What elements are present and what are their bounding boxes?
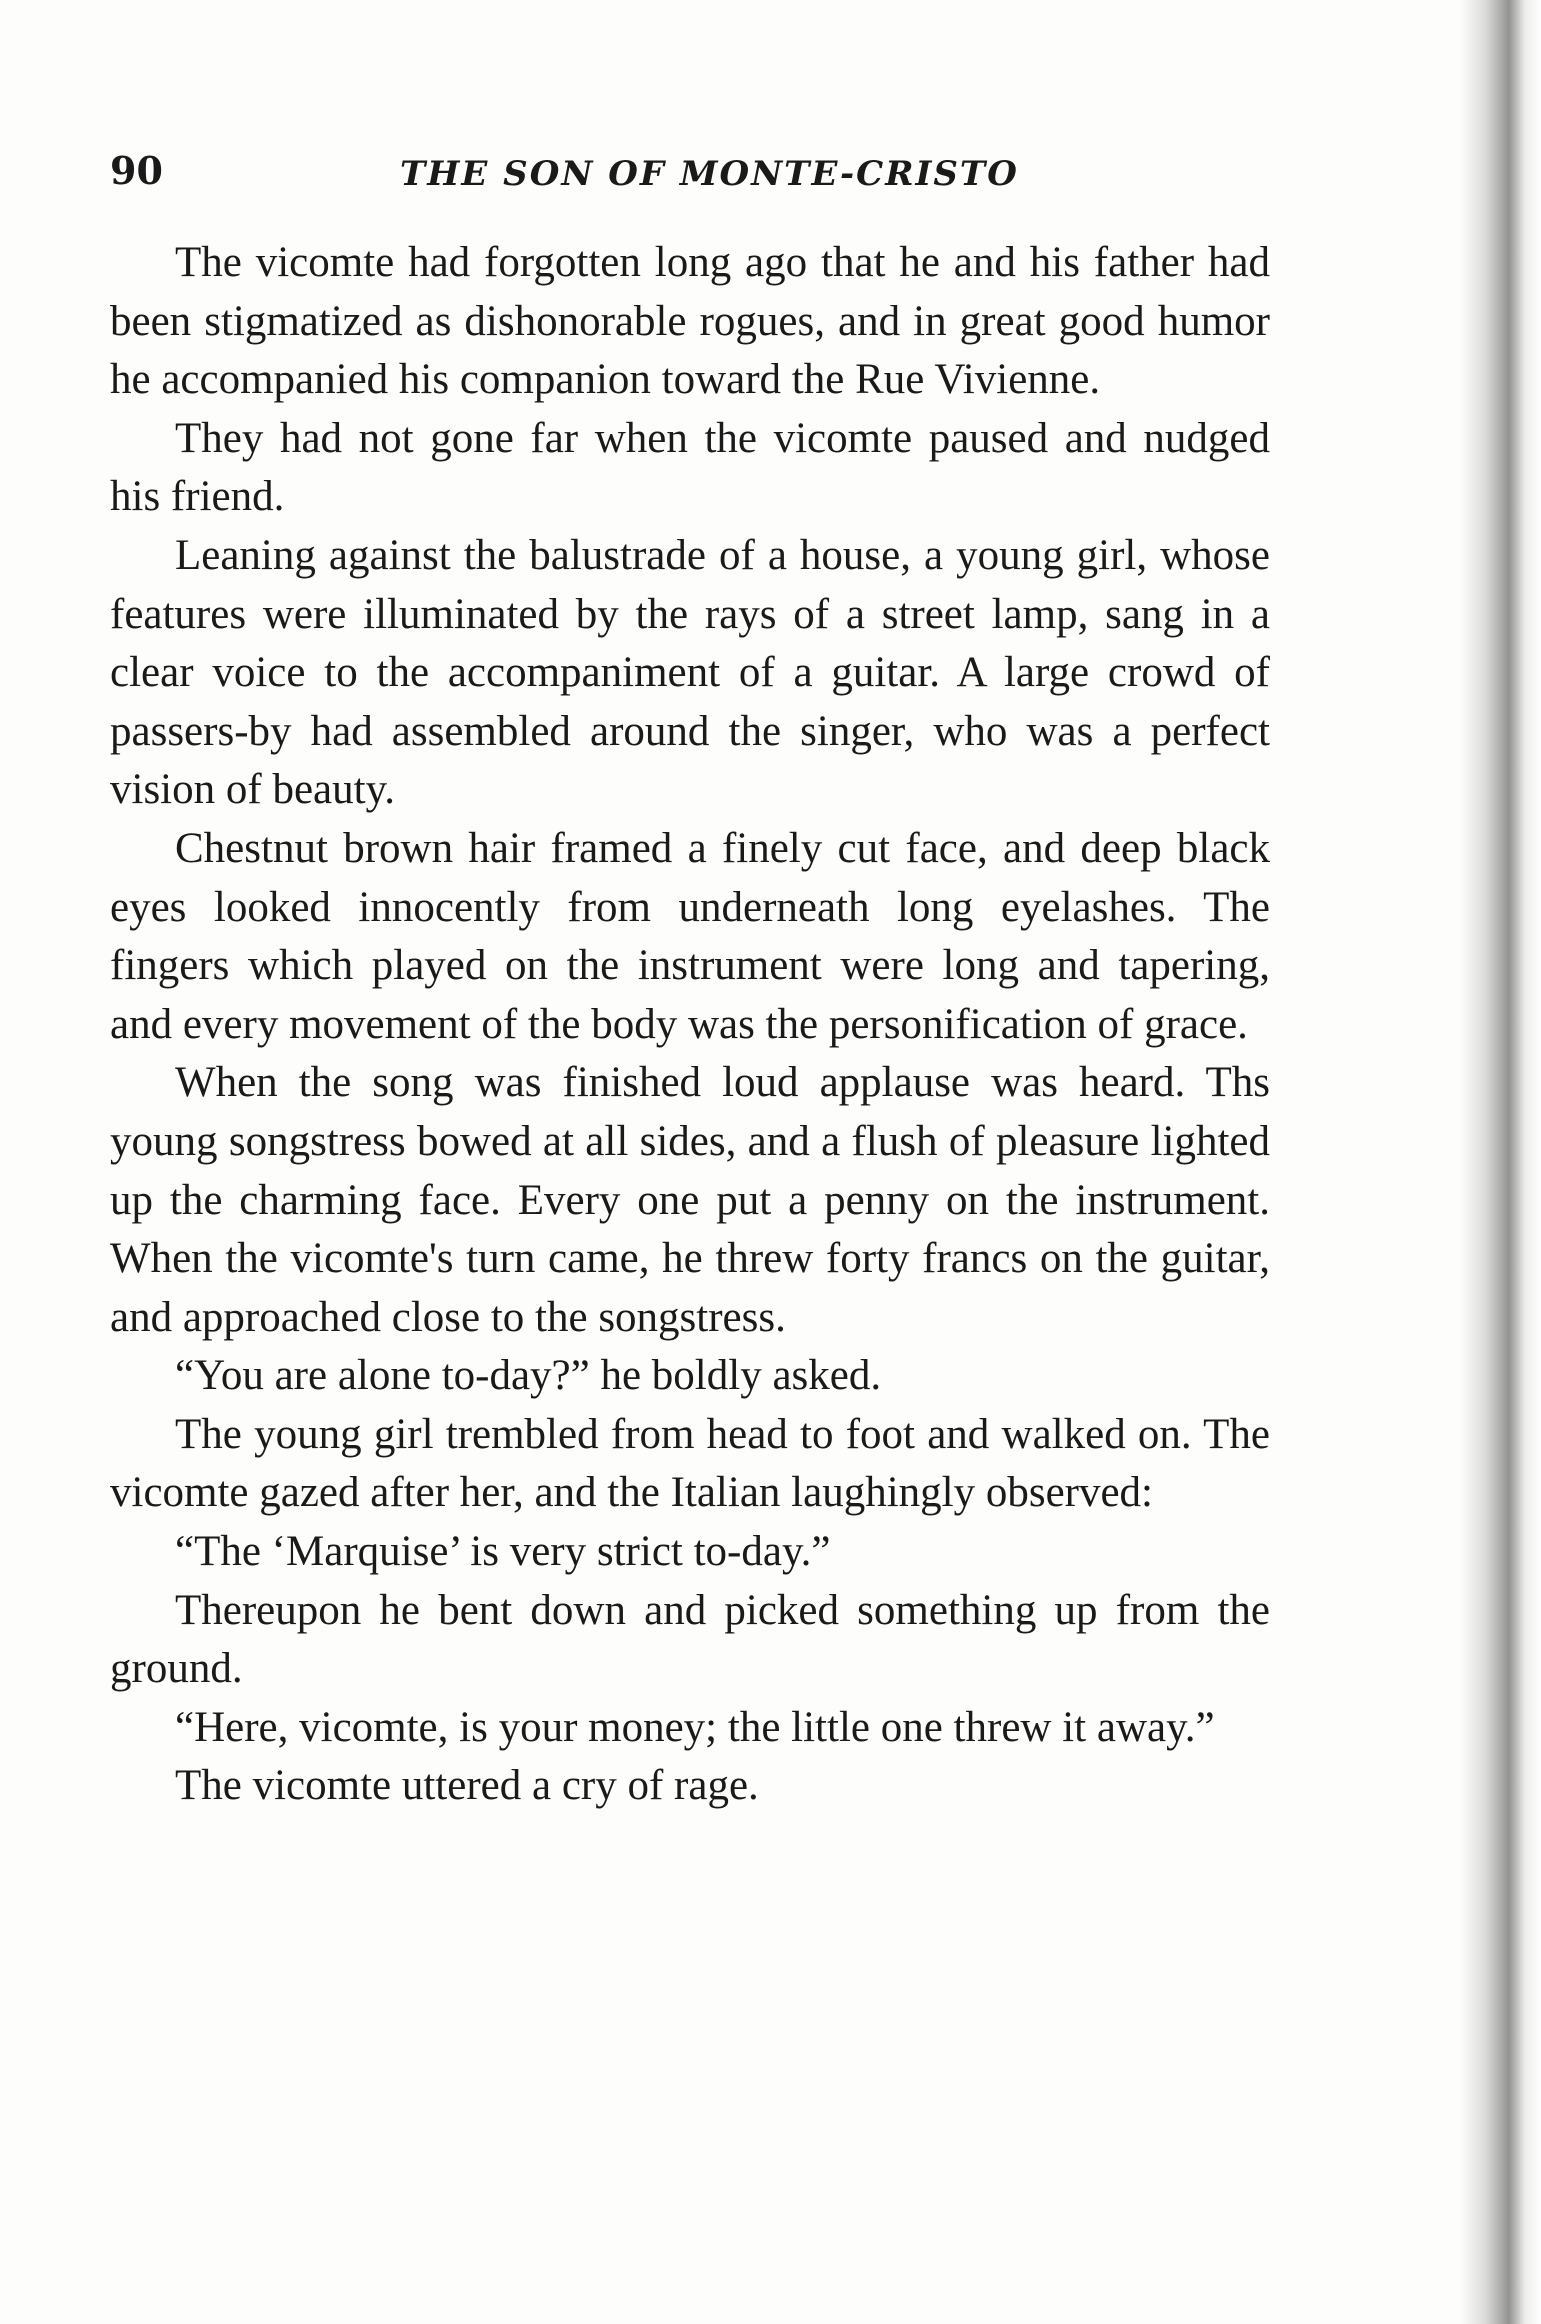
- body-text: [110, 234, 1270, 1816]
- paragraph: Chestnut brown hair framed a finely cut face, and deep black eyes looked innocently from underneath long eyelashes. The fingers which played on the instrument were long and tapering, and every movement of the body was the personification of grace.: [110, 824, 1270, 1048]
- paragraph: Thereupon he bent down and picked something up from the ground.: [110, 1586, 1270, 1693]
- running-title: THE SON OF MONTE-CRISTO: [400, 154, 1019, 194]
- paragraph: When the song was finished loud applause was heard. Ths young songstress bowed at all sides, and a flush of pleasure lighted up the charming face. Every one put a penny on the instrument. When the vicomte's turn came, he threw forty francs on the guitar, and approached close to the songstress.: [110, 1059, 1270, 1341]
- page-number: 90: [110, 148, 163, 193]
- paragraph: “The ‘Marquise’ is very strict to-day.”: [175, 1528, 831, 1576]
- paragraph: “You are alone to-day?” he boldly asked.: [175, 1352, 882, 1400]
- paragraph: They had not gone far when the vicomte paused and nudged his friend.: [110, 414, 1270, 521]
- paragraph: The vicomte uttered a cry of rage.: [175, 1762, 759, 1810]
- paragraph: The vicomte had forgotten long ago that he and his father had been stigmatized as dishonorable rogues, and in great good humor he accompanied his companion toward the Rue Vivienne.: [110, 239, 1270, 404]
- paragraph: Leaning against the balustrade of a house, a young girl, whose features were illuminated by the rays of a street lamp, sang in a clear voice to the accompaniment of a guitar. A large crowd of passers-by had assembled around the singer, who was a perfect vision of beauty.: [110, 531, 1270, 814]
- page-gutter-shadow: [1461, 0, 1541, 2324]
- paragraph: The young girl trembled from head to foot and walked on. The vicomte gazed after her, and the Italian laughingly observed:: [110, 1410, 1270, 1517]
- page-header: [110, 148, 1280, 208]
- paragraph: “Here, vicomte, is your money; the little one threw it away.”: [175, 1703, 1215, 1751]
